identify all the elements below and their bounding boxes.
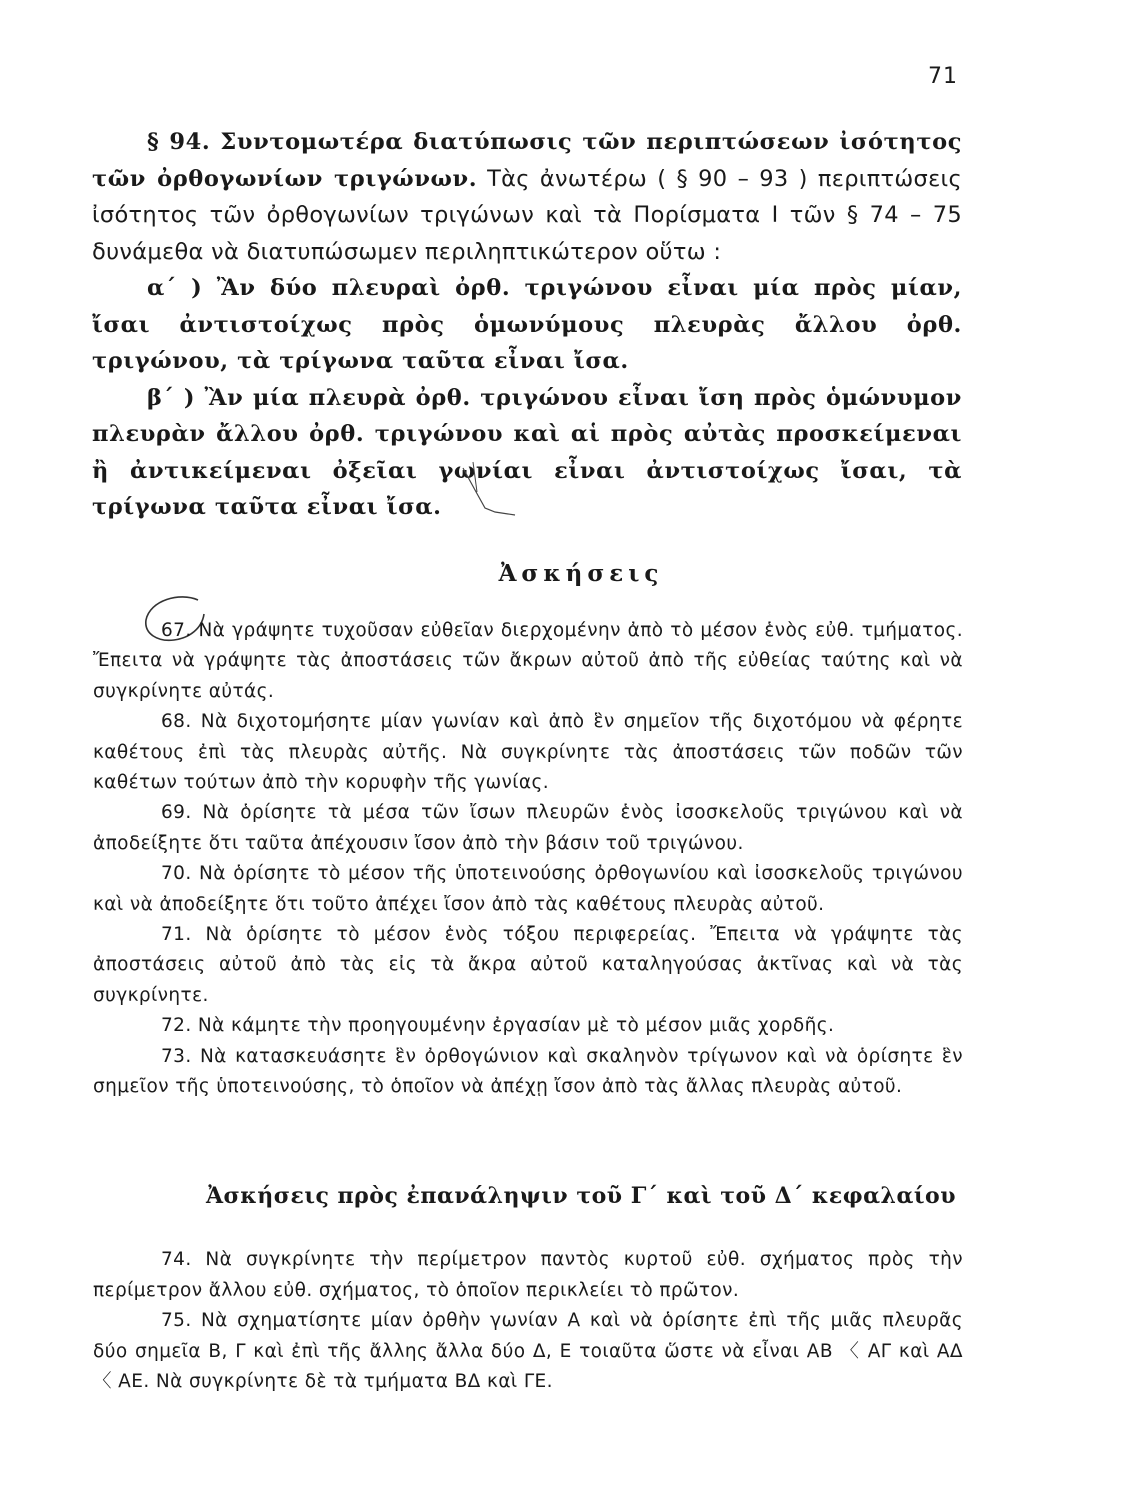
section-94-title: § 94. Συντομωτέρα διατύπωσις τῶν περιπτώσεων ἰσότητος τῶν ὀρθογωνίων τριγώνων. — [92, 129, 962, 192]
case-a: α΄ ) Ἂν δύο πλευραὶ ὀρθ. τριγώνου εἶναι μία πρὸς μίαν, ἴσαι ἀντιστοίχως πρὸς ὁμωνύμους πλευρὰς ἄλλου ὀρθ. τριγώνου, τὰ τρίγωνα ταῦτα εἶναι ἴσα. — [92, 275, 962, 374]
exercise-75: 75. Νὰ σχηματίσητε μίαν ὀρθὴν γωνίαν Α καὶ νὰ ὁρίσητε ἐπὶ τῆς μιᾶς πλευρᾶς δύο σημεῖα Β, Γ καὶ ἐπὶ τῆς ἄλλης ἄλλα δύο Δ, Ε τοιαῦτα ὥστε νὰ εἶναι ΑΒ 〈 ΑΓ καὶ ΑΔ 〈 ΑΕ. Νὰ συγκρίνητε δὲ τὰ τμήματα ΒΔ καὶ ΓΕ. — [93, 1310, 963, 1393]
case-b: β΄ ) Ἂν μία πλευρὰ ὀρθ. τριγώνου εἶναι ἴση πρὸς ὁμώνυμον πλευρὰν ἄλλου ὀρθ. τριγώνου καὶ αἱ πρὸς αὐτὰς προσκείμεναι ἢ ἀντικείμεναι ὀξεῖαι γωνίαι εἶναι ἀντιστοίχως ἴσαι, τὰ τρίγωνα ταῦτα εἶναι ἴσα. — [92, 384, 962, 520]
exercise-69: 69. Νὰ ὁρίσητε τὰ μέσα τῶν ἴσων πλευρῶν ἑνὸς ἰσοσκελοῦς τριγώνου καὶ νὰ ἀποδείξητε ὅτι ταῦτα ἀπέχουσιν ἴσον ἀπὸ τὴν βάσιν τοῦ τριγώνου. — [93, 802, 963, 854]
exercise-list — [93, 616, 963, 1103]
section-94 — [92, 124, 962, 526]
section-94-paragraph — [92, 124, 962, 270]
exercise-73: 73. Νὰ κατασκευάσητε ἓν ὀρθογώνιον καὶ σκαληνὸν τρίγωνον καὶ νὰ ὁρίσητε ἓν σημεῖον τῆς ὑποτεινούσης, τὸ ὁποῖον νὰ ἀπέχῃ ἴσον ἀπὸ τὰς ἄλλας πλευρὰς αὐτοῦ. — [93, 1045, 963, 1098]
page-number: 71 — [928, 64, 958, 89]
exercise-72: 72. Νὰ κάμητε τὴν προηγουμένην ἐργασίαν μὲ τὸ μέσον μιᾶς χορδῆς. — [161, 1015, 835, 1037]
exercise-67: 67. Νὰ γράψητε τυχοῦσαν εὐθεῖαν διερχομένην ἀπὸ τὸ μέσον ἑνὸς εὐθ. τμήματος. Ἔπειτα νὰ γράψητε τὰς ἀποστάσεις τῶν ἄκρων αὐτοῦ ἀπὸ τῆς εὐθείας ταύτης καὶ νὰ συγκρίνητε αὐτάς. — [93, 620, 963, 702]
exercise-68: 68. Νὰ διχοτομήσητε μίαν γωνίαν καὶ ἀπὸ ἓν σημεῖον τῆς διχοτόμου νὰ φέρητε καθέτους ἐπὶ τὰς πλευρὰς αὐτῆς. Νὰ συγκρίνητε τὰς ἀποστάσεις τῶν ποδῶν τῶν καθέτων τούτων ἀπὸ τὴν κορυφὴν τῆς γωνίας. — [93, 711, 963, 794]
section-94-intro: Τὰς ἀνωτέρω ( § 90 – 93 ) περιπτώσεις ἰσότητος τῶν ὀρθογωνίων τριγώνων καὶ τὰ Πορίσματα Ι τῶν § 74 – 75 δυνάμεθα νὰ διατυπώσωμεν περιληπτικώτερον οὕτω : — [92, 165, 962, 265]
review-exercise-list — [93, 1245, 963, 1398]
exercise-70: 70. Νὰ ὁρίσητε τὸ μέσον τῆς ὑποτεινούσης ὀρθογωνίου καὶ ἰσοσκελοῦς τριγώνου καὶ νὰ ἀποδείξητε ὅτι τοῦτο ἀπέχει ἴσον ἀπὸ τὰς καθέτους πλευρὰς αὐτοῦ. — [93, 863, 963, 915]
exercises-heading: Ἀσκήσεις — [498, 560, 664, 587]
exercise-71: 71. Νὰ ὁρίσητε τὸ μέσον ἑνὸς τόξου περιφερείας. Ἔπειτα νὰ γράψητε τὰς ἀποστάσεις αὐτοῦ ἀπὸ τὰς εἰς τὰ ἄκρα αὐτοῦ καταληγούσας ἀκτῖνας καὶ νὰ τὰς συγκρίνητε. — [93, 924, 963, 1006]
review-heading: Ἀσκήσεις πρὸς ἐπανάληψιν τοῦ Γ΄ καὶ τοῦ Δ΄ κεφαλαίου — [205, 1183, 956, 1209]
exercise-74: 74. Νὰ συγκρίνητε τὴν περίμετρον παντὸς κυρτοῦ εὐθ. σχήματος πρὸς τὴν περίμετρον ἄλλου εὐθ. σχήματος, τὸ ὁποῖον περικλείει τὸ πρῶτον. — [93, 1249, 963, 1301]
